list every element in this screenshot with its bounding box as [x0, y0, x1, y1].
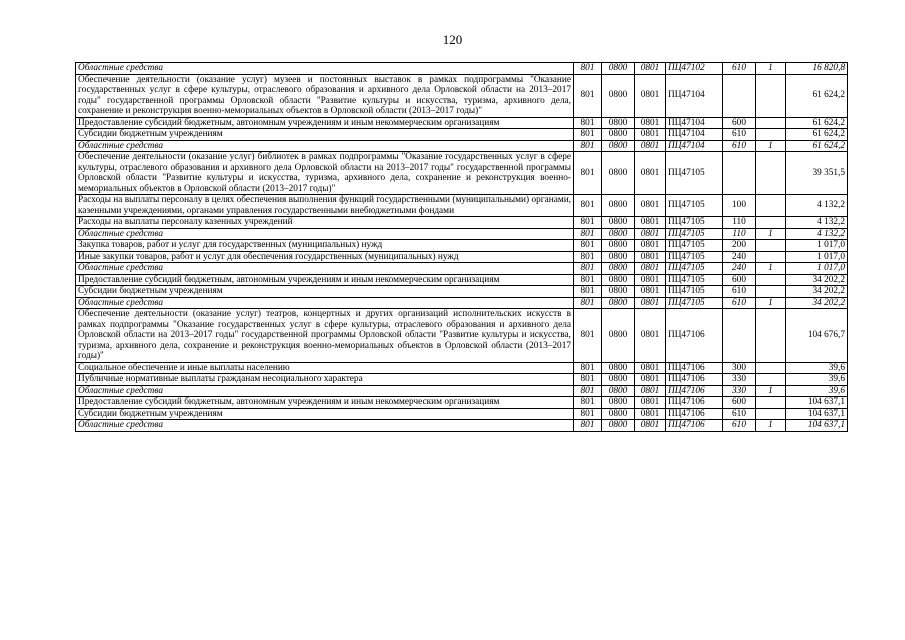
row-amount: 1 017,0: [786, 251, 848, 263]
budget-table-body: [76, 63, 848, 432]
row-description: Обеспечение деятельности (оказание услуг) библиотек в рамках подпрограммы "Оказание государственных услуг в сфере культуры, отраслевого образования и архивного дела Орловской области на 2013–2017 годы" государственной программы Орловской области "Развитие культуры и искусства, туризма, архивного дела, сохранение и реконструкция военно-мемориальных объектов в Орловской области (2013–2017 годы)": [76, 152, 574, 195]
row-section-code: 0800: [602, 152, 635, 195]
row-amount: 61 624,2: [786, 140, 848, 152]
table-row: [76, 129, 848, 141]
row-subsection-code: 0801: [635, 195, 666, 217]
row-ministry-code: 801: [574, 129, 602, 141]
row-subsection-code: 0801: [635, 117, 666, 129]
row-ministry-code: 801: [574, 217, 602, 229]
table-row: [76, 362, 848, 374]
row-ministry-code: 801: [574, 263, 602, 275]
row-expense-type-code: 610: [723, 129, 756, 141]
row-expense-type-code: 110: [723, 228, 756, 240]
row-description: Социальное обеспечение и иные выплаты населению: [76, 362, 574, 374]
row-section-code: 0800: [602, 286, 635, 298]
row-description: Расходы на выплаты персоналу казенных учреждений: [76, 217, 574, 229]
row-description: Областные средства: [76, 140, 574, 152]
row-subsection-code: 0801: [635, 228, 666, 240]
row-subsection-code: 0801: [635, 408, 666, 420]
row-subsection-code: 0801: [635, 217, 666, 229]
table-row: [76, 217, 848, 229]
table-row: [76, 240, 848, 252]
row-description: Областные средства: [76, 263, 574, 275]
row-subsection-code: 0801: [635, 240, 666, 252]
table-row: [76, 274, 848, 286]
row-expense-type-code: 300: [723, 362, 756, 374]
row-description: Закупка товаров, работ и услуг для государственных (муниципальных) нужд: [76, 240, 574, 252]
row-ministry-code: 801: [574, 374, 602, 386]
row-ministry-code: 801: [574, 274, 602, 286]
row-amount: 39,6: [786, 362, 848, 374]
row-funding-source-code: 1: [756, 63, 786, 75]
row-expense-type-code: 200: [723, 240, 756, 252]
row-amount: 104 637,1: [786, 420, 848, 432]
row-ministry-code: 801: [574, 117, 602, 129]
row-funding-source-code: 1: [756, 263, 786, 275]
row-expense-type-code: 610: [723, 420, 756, 432]
row-description: Публичные нормативные выплаты гражданам несоциального характера: [76, 374, 574, 386]
row-target-article-code: ПЦ47106: [666, 309, 723, 363]
row-section-code: 0800: [602, 195, 635, 217]
row-description: Субсидии бюджетным учреждениям: [76, 129, 574, 141]
table-row: [76, 152, 848, 195]
row-target-article-code: ПЦ47105: [666, 251, 723, 263]
table-row: [76, 228, 848, 240]
row-section-code: 0800: [602, 297, 635, 309]
row-ministry-code: 801: [574, 152, 602, 195]
row-section-code: 0800: [602, 385, 635, 397]
row-expense-type-code: 610: [723, 140, 756, 152]
row-section-code: 0800: [602, 251, 635, 263]
row-target-article-code: ПЦ47104: [666, 140, 723, 152]
row-ministry-code: 801: [574, 397, 602, 409]
row-expense-type-code: 240: [723, 263, 756, 275]
row-section-code: 0800: [602, 228, 635, 240]
row-amount: 4 132,2: [786, 228, 848, 240]
row-section-code: 0800: [602, 74, 635, 117]
row-subsection-code: 0801: [635, 274, 666, 286]
row-amount: 39,6: [786, 374, 848, 386]
row-amount: 34 202,2: [786, 286, 848, 298]
table-row: [76, 420, 848, 432]
row-expense-type-code: 100: [723, 195, 756, 217]
budget-table: [75, 62, 848, 432]
row-section-code: 0800: [602, 362, 635, 374]
table-row: [76, 263, 848, 275]
row-target-article-code: ПЦ47106: [666, 408, 723, 420]
table-row: [76, 408, 848, 420]
row-target-article-code: ПЦ47106: [666, 385, 723, 397]
table-row: [76, 251, 848, 263]
row-target-article-code: ПЦ47105: [666, 297, 723, 309]
row-target-article-code: ПЦ47104: [666, 129, 723, 141]
row-subsection-code: 0801: [635, 420, 666, 432]
row-ministry-code: 801: [574, 251, 602, 263]
row-description: Субсидии бюджетным учреждениям: [76, 286, 574, 298]
table-row: [76, 140, 848, 152]
row-funding-source-code: [756, 129, 786, 141]
row-amount: 39 351,5: [786, 152, 848, 195]
row-expense-type-code: [723, 74, 756, 117]
row-ministry-code: 801: [574, 195, 602, 217]
row-funding-source-code: [756, 362, 786, 374]
table-row: [76, 297, 848, 309]
row-section-code: 0800: [602, 263, 635, 275]
row-amount: 1 017,0: [786, 240, 848, 252]
row-ministry-code: 801: [574, 420, 602, 432]
row-amount: 4 132,2: [786, 195, 848, 217]
row-funding-source-code: 1: [756, 297, 786, 309]
row-expense-type-code: 610: [723, 286, 756, 298]
row-description: Предоставление субсидий бюджетным, автономным учреждениям и иным некоммерческим организациям: [76, 397, 574, 409]
row-subsection-code: 0801: [635, 152, 666, 195]
table-row: [76, 385, 848, 397]
row-funding-source-code: [756, 251, 786, 263]
row-target-article-code: ПЦ47105: [666, 240, 723, 252]
row-target-article-code: ПЦ47104: [666, 74, 723, 117]
table-row: [76, 74, 848, 117]
row-funding-source-code: [756, 374, 786, 386]
row-funding-source-code: [756, 217, 786, 229]
row-expense-type-code: 240: [723, 251, 756, 263]
row-section-code: 0800: [602, 217, 635, 229]
row-section-code: 0800: [602, 397, 635, 409]
row-funding-source-code: 1: [756, 228, 786, 240]
row-funding-source-code: [756, 117, 786, 129]
row-ministry-code: 801: [574, 63, 602, 75]
table-row: [76, 63, 848, 75]
row-funding-source-code: 1: [756, 140, 786, 152]
row-target-article-code: ПЦ47106: [666, 397, 723, 409]
row-subsection-code: 0801: [635, 251, 666, 263]
row-expense-type-code: 600: [723, 274, 756, 286]
row-expense-type-code: 610: [723, 408, 756, 420]
row-target-article-code: ПЦ47105: [666, 195, 723, 217]
row-section-code: 0800: [602, 129, 635, 141]
row-expense-type-code: 330: [723, 385, 756, 397]
table-row: [76, 117, 848, 129]
row-subsection-code: 0801: [635, 63, 666, 75]
row-subsection-code: 0801: [635, 129, 666, 141]
row-section-code: 0800: [602, 274, 635, 286]
row-ministry-code: 801: [574, 385, 602, 397]
row-amount: 104 637,1: [786, 408, 848, 420]
row-description: Обеспечение деятельности (оказание услуг) театров, концертных и других организаций исполнительских искусств в рамках подпрограммы "Оказание государственных услуг в сфере культуры, отраслевого образования и архивного дела Орловской области на 2013–2017 годы" государственной программы Орловской области "Развитие культуры и искусства, туризма, архивного дела, сохранение и реконструкция военно-мемориальных объектов в Орловской области (2013–2017 годы)": [76, 309, 574, 363]
row-funding-source-code: [756, 195, 786, 217]
row-description: Областные средства: [76, 420, 574, 432]
row-subsection-code: 0801: [635, 297, 666, 309]
row-subsection-code: 0801: [635, 140, 666, 152]
row-ministry-code: 801: [574, 309, 602, 363]
row-target-article-code: ПЦ47105: [666, 286, 723, 298]
row-target-article-code: ПЦ47106: [666, 362, 723, 374]
row-subsection-code: 0801: [635, 362, 666, 374]
row-target-article-code: ПЦ47102: [666, 63, 723, 75]
row-description: Предоставление субсидий бюджетным, автономным учреждениям и иным некоммерческим организациям: [76, 274, 574, 286]
row-section-code: 0800: [602, 240, 635, 252]
table-row: [76, 374, 848, 386]
row-target-article-code: ПЦ47105: [666, 228, 723, 240]
row-section-code: 0800: [602, 420, 635, 432]
row-funding-source-code: 1: [756, 420, 786, 432]
row-funding-source-code: [756, 240, 786, 252]
table-row: [76, 286, 848, 298]
row-section-code: 0800: [602, 63, 635, 75]
row-amount: 16 820,8: [786, 63, 848, 75]
row-section-code: 0800: [602, 117, 635, 129]
row-subsection-code: 0801: [635, 397, 666, 409]
row-description: Областные средства: [76, 385, 574, 397]
row-ministry-code: 801: [574, 140, 602, 152]
row-amount: 104 676,7: [786, 309, 848, 363]
row-amount: 61 624,2: [786, 129, 848, 141]
row-funding-source-code: [756, 274, 786, 286]
row-funding-source-code: [756, 309, 786, 363]
row-section-code: 0800: [602, 140, 635, 152]
row-target-article-code: ПЦ47105: [666, 263, 723, 275]
row-target-article-code: ПЦ47105: [666, 152, 723, 195]
row-expense-type-code: 610: [723, 297, 756, 309]
row-ministry-code: 801: [574, 74, 602, 117]
row-description: Расходы на выплаты персоналу в целях обеспечения выполнения функций государственными (муниципальными) органами, казенными учреждениями, органами управления государственными внебюджетными фондами: [76, 195, 574, 217]
table-row: [76, 309, 848, 363]
row-ministry-code: 801: [574, 297, 602, 309]
row-description: Областные средства: [76, 297, 574, 309]
row-description: Областные средства: [76, 63, 574, 75]
row-ministry-code: 801: [574, 362, 602, 374]
row-description: Субсидии бюджетным учреждениям: [76, 408, 574, 420]
row-expense-type-code: 610: [723, 63, 756, 75]
row-funding-source-code: [756, 397, 786, 409]
row-amount: 34 202,2: [786, 274, 848, 286]
row-description: Областные средства: [76, 228, 574, 240]
row-target-article-code: ПЦ47106: [666, 420, 723, 432]
table-row: [76, 397, 848, 409]
row-ministry-code: 801: [574, 228, 602, 240]
row-expense-type-code: 110: [723, 217, 756, 229]
row-expense-type-code: 600: [723, 117, 756, 129]
row-amount: 61 624,2: [786, 74, 848, 117]
row-subsection-code: 0801: [635, 286, 666, 298]
table-row: [76, 195, 848, 217]
row-funding-source-code: [756, 74, 786, 117]
row-description: Предоставление субсидий бюджетным, автономным учреждениям и иным некоммерческим организациям: [76, 117, 574, 129]
row-funding-source-code: [756, 408, 786, 420]
row-ministry-code: 801: [574, 286, 602, 298]
row-target-article-code: ПЦ47105: [666, 217, 723, 229]
row-subsection-code: 0801: [635, 263, 666, 275]
row-expense-type-code: [723, 152, 756, 195]
page-number: 120: [442, 32, 463, 47]
row-ministry-code: 801: [574, 408, 602, 420]
row-amount: 61 624,2: [786, 117, 848, 129]
row-amount: 104 637,1: [786, 397, 848, 409]
row-expense-type-code: [723, 309, 756, 363]
row-amount: 4 132,2: [786, 217, 848, 229]
row-expense-type-code: 330: [723, 374, 756, 386]
row-section-code: 0800: [602, 408, 635, 420]
row-description: Иные закупки товаров, работ и услуг для обеспечения государственных (муниципальных) нужд: [76, 251, 574, 263]
row-expense-type-code: 600: [723, 397, 756, 409]
row-section-code: 0800: [602, 309, 635, 363]
row-funding-source-code: [756, 152, 786, 195]
row-target-article-code: ПЦ47105: [666, 274, 723, 286]
row-description: Обеспечение деятельности (оказание услуг) музеев и постоянных выставок в рамках подпрограммы "Оказание государственных услуг в сфере культуры, отраслевого образования и архивного дела Орловской области на 2013–2017 годы" государственной программы Орловской области "Развитие культуры и искусства, туризма, архивного дела, сохранение и реконструкция военно-мемориальных объектов в Орловской области (2013–2017 годы)": [76, 74, 574, 117]
row-target-article-code: ПЦ47106: [666, 374, 723, 386]
row-subsection-code: 0801: [635, 385, 666, 397]
row-amount: 1 017,0: [786, 263, 848, 275]
row-subsection-code: 0801: [635, 74, 666, 117]
row-target-article-code: ПЦ47104: [666, 117, 723, 129]
row-subsection-code: 0801: [635, 374, 666, 386]
row-ministry-code: 801: [574, 240, 602, 252]
row-amount: 34 202,2: [786, 297, 848, 309]
row-subsection-code: 0801: [635, 309, 666, 363]
row-section-code: 0800: [602, 374, 635, 386]
row-funding-source-code: [756, 286, 786, 298]
row-funding-source-code: 1: [756, 385, 786, 397]
row-amount: 39,6: [786, 385, 848, 397]
